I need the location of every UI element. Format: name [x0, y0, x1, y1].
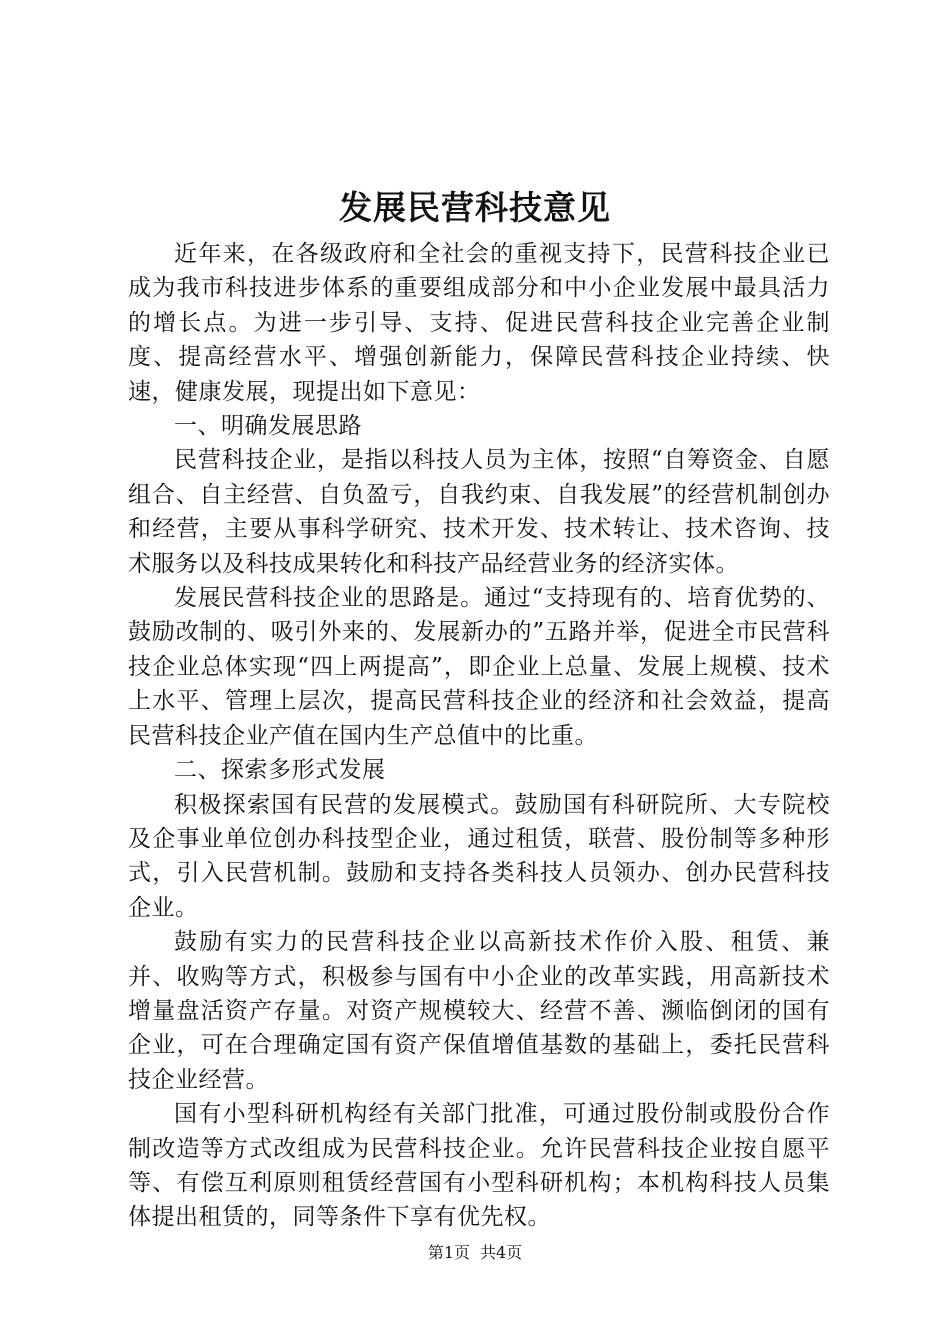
body-paragraph: 国有小型科研机构经有关部门批准，可通过股份制或股份合作制改造等方式改组成为民营科技企业。允许民营科技企业按自愿平等、有偿互利原则租赁经营国有小型科研机构；本机构科技人员集体提出租赁的，同等条件下享有优先权。 — [128, 1101, 830, 1231]
body-paragraph: 积极探索国有民营的发展模式。鼓励国有科研院所、大专院校及企事业单位创办科技型企业，通过租赁，联营、股份制等多种形式，引入民营机制。鼓励和支持各类科技人员领办、创办民营科技企业。 — [128, 791, 830, 921]
page-number: 第1页 — [427, 1243, 470, 1262]
body-paragraph: 民营科技企业，是指以科技人员为主体，按照“自筹资金、自愿组合、自主经营、自负盈亏，自我约束、自我发展”的经营机制创办和经营，主要从事科学研究、技术开发、技术转让、技术咨询、技术服务以及科技成果转化和科技产品经营业务的经济实体。 — [128, 447, 830, 577]
document-body — [128, 237, 830, 1235]
intro-paragraph: 近年来，在各级政府和全社会的重视支持下，民营科技企业已成为我市科技进步体系的重要组成部分和中小企业发展中最具活力的增长点。为进一步引导、支持、促进民营科技企业完善企业制度、提高经营水平、增强创新能力，保障民营科技企业持续、快速，健康发展，现提出如下意见： — [128, 241, 830, 405]
document-title: 发展民营科技意见 — [339, 188, 611, 227]
section-heading-1: 一、明确发展思路 — [174, 413, 362, 440]
body-paragraph: 发展民营科技企业的思路是。通过“支持现有的、培育优势的、鼓励改制的、吸引外来的、发展新办的”五路并举，促进全市民营科技企业总体实现“四上两提高”，即企业上总量、发展上规模、技术上水平、管理上层次，提高民营科技企业的经济和社会效益，提高民营科技企业产值在国内生产总值中的比重。 — [128, 585, 830, 749]
body-paragraph: 鼓励有实力的民营科技企业以高新技术作价入股、租赁、兼并、收购等方式，积极参与国有中小企业的改革实践，用高新技术增量盘活资产存量。对资产规模较大、经营不善、濒临倒闭的国有企业，可在合理确定国有资产保值增值基数的基础上，委托民营科技企业经营。 — [128, 929, 830, 1093]
section-heading-2: 二、探索多形式发展 — [174, 757, 386, 784]
page-footer — [0, 1241, 950, 1265]
page-total: 共4页 — [480, 1243, 523, 1262]
